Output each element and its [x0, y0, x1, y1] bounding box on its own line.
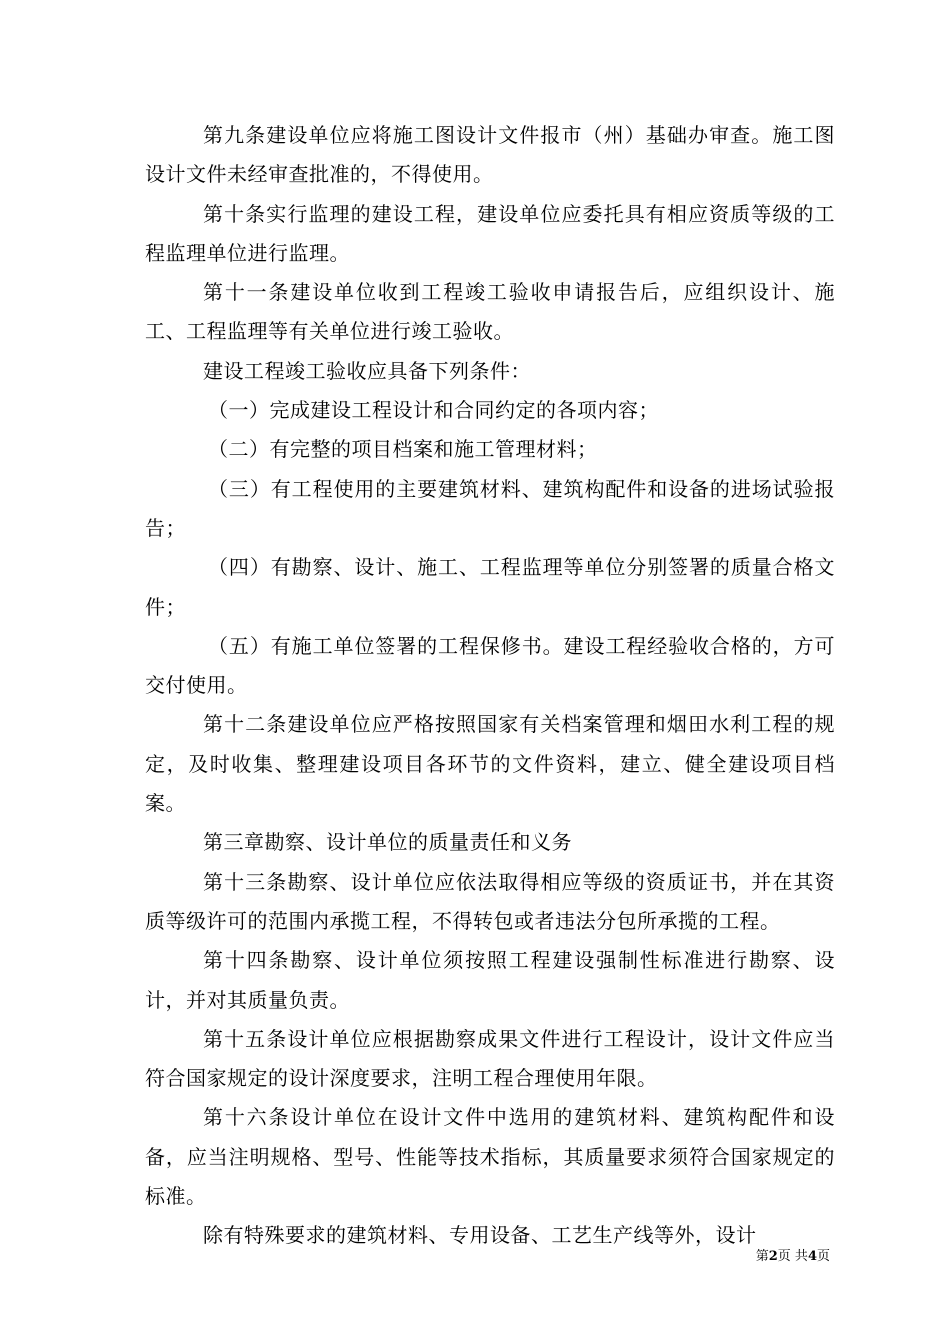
- paragraph-article-13: 第十三条勘察、设计单位应依法取得相应等级的资质证书，并在其资质等级许可的范围内承揽工程，不得转包或者违法分包所承揽的工程。: [145, 869, 835, 933]
- chapter-3-heading: 第三章勘察、设计单位的质量责任和义务: [203, 830, 572, 855]
- footer-suffix: 页: [816, 1249, 830, 1264]
- paragraph-article-14: 第十四条勘察、设计单位须按照工程建设强制性标准进行勘察、设计，并对其质量负责。: [145, 948, 835, 1012]
- paragraph-article-10: 第十条实行监理的建设工程，建设单位应委托具有相应资质等级的工程监理单位进行监理。: [145, 201, 835, 265]
- paragraph-special-materials: 除有特殊要求的建筑材料、专用设备、工艺生产线等外，设计: [203, 1223, 757, 1248]
- paragraph-article-9: 第九条建设单位应将施工图设计文件报市（州）基础办审查。施工图设计文件未经审查批准的，不得使用。: [145, 123, 835, 187]
- list-item-condition-3: （三）有工程使用的主要建筑材料、建筑构配件和设备的进场试验报告；: [145, 476, 835, 540]
- paragraph-article-12: 第十二条建设单位应严格按照国家有关档案管理和烟田水利工程的规定，及时收集、整理建设项目各环节的文件资料，建立、健全建设项目档案。: [145, 712, 835, 816]
- document-body: [145, 116, 835, 1256]
- list-item-condition-2: （二）有完整的项目档案和施工管理材料；: [208, 437, 598, 462]
- paragraph-article-15: 第十五条设计单位应根据勘察成果文件进行工程设计，设计文件应当符合国家规定的设计深度要求，注明工程合理使用年限。: [145, 1026, 835, 1091]
- footer-total-pages: 4: [807, 1249, 817, 1264]
- page-number-footer: [690, 1248, 830, 1266]
- list-item-condition-5: （五）有施工单位签署的工程保修书。建设工程经验收合格的，方可交付使用。: [145, 633, 835, 698]
- paragraph-article-11: 第十一条建设单位收到工程竣工验收申请报告后，应组织设计、施工、工程监理等有关单位进行竣工验收。: [145, 280, 835, 344]
- paragraph-article-16: 第十六条设计单位在设计文件中选用的建筑材料、建筑构配件和设备，应当注明规格、型号、性能等技术指标，其质量要求须符合国家规定的标准。: [145, 1105, 835, 1209]
- paragraph-acceptance-conditions: 建设工程竣工验收应具备下列条件：: [203, 358, 531, 383]
- footer-current-page: 2: [768, 1249, 778, 1264]
- list-item-condition-1: （一）完成建设工程设计和合同约定的各项内容；: [208, 398, 659, 423]
- list-item-condition-4: （四）有勘察、设计、施工、工程监理等单位分别签署的质量合格文件；: [145, 555, 835, 619]
- footer-prefix: 第: [755, 1249, 769, 1264]
- footer-middle: 页 共: [777, 1249, 808, 1264]
